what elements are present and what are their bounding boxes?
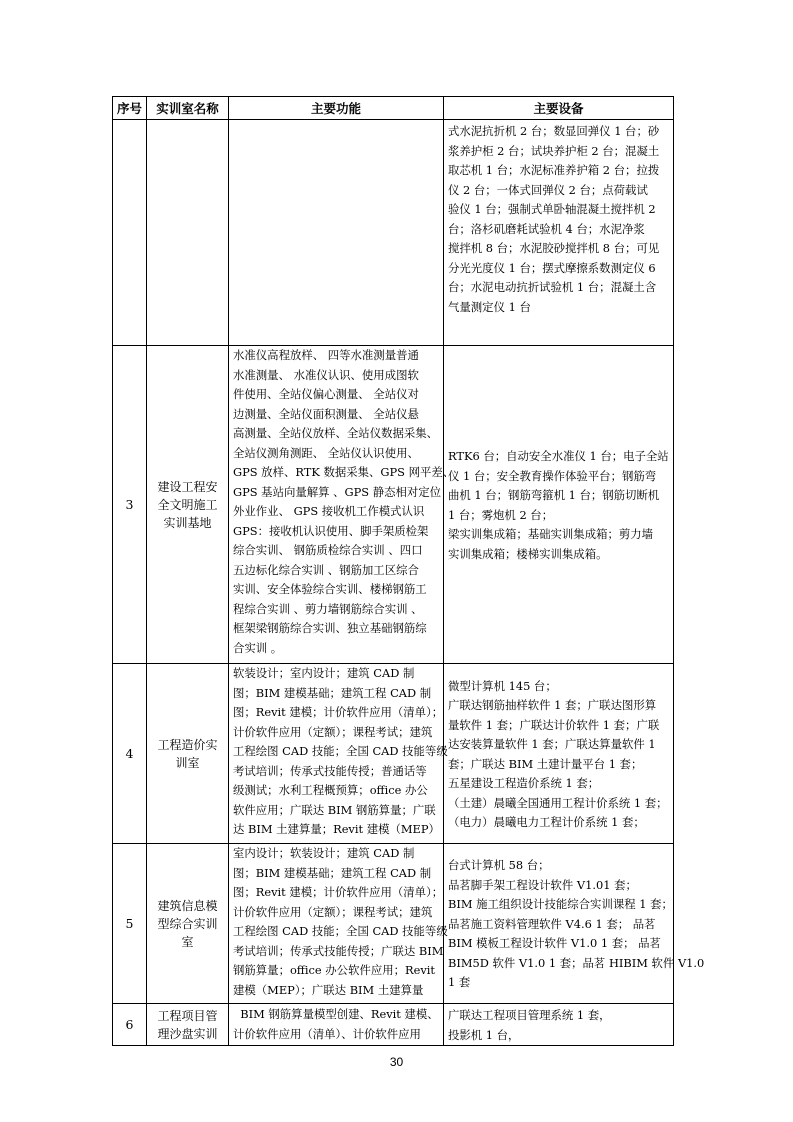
equip-line: 台式计算机 58 台； [448,858,550,873]
row-room-name [147,844,229,1004]
row-equipment [444,844,705,1004]
page-number: 30 [389,1055,404,1069]
row-room-name [147,346,229,664]
func-line: 钢筋算量；office 办公软件应用；Revit [233,963,435,977]
name-line: 理沙盘实训 [157,1026,218,1041]
func-line: 考试培训；传承式技能传授；普通话等 [233,763,427,778]
func-line: BIM 钢筋算量模型创建、Revit 建模、 [233,1007,439,1021]
row-room-name [147,664,229,844]
equip-line: 五星建设工程造价系统 1 套； [448,776,600,790]
func-line: 考试培训；传承式技能传授；广联达 BIM [233,943,444,958]
func-line: 水准测量、 水准仪认识、使用成图软 [233,367,419,382]
func-line: GPS 放样、RTK 数据采集、GPS 网平差、 [233,465,455,479]
equip-line: BIM 模板工程设计软件 V1.0 1 套； 品茗 [448,936,661,951]
row-function [229,120,444,346]
func-line: 框架梁钢筋综合实训、独立基础钢筋综 [233,621,427,635]
row-room-name [147,120,229,346]
row-function [229,664,448,844]
func-line: 水准仪高程放样、 四等水准测量普通 [233,348,419,362]
equip-line: RTK6 台；自动安全水准仪 1 台；电子全站 [448,449,669,463]
name-line: 工程项目管 [157,1008,218,1023]
equip-line: 浆养护柜 2 台；试块养护柜 2 台；混凝土 [448,143,660,158]
func-line: 合实训 。 [233,640,283,655]
equip-line: 搅拌机 8 台；水泥胶砂搅拌机 8 台；可见 [448,241,660,255]
table-row [113,1004,674,1046]
name-line: 全文明施工 [157,497,218,512]
func-line: 计价软件应用（清单）、计价软件应用 [233,1026,421,1041]
func-line: 件使用、全站仪偏心测量、 全站仪对 [233,387,419,401]
equip-line: BIM5D 软件 V1.0 1 套；品茗 HIBIM 软件 V1.0 [448,955,705,970]
equip-line: 投影机 1 台， [448,1027,520,1042]
func-line: 图；BIM 建模基础；建筑工程 CAD 制 [233,685,432,700]
header-room-name: 实训室名称 [147,97,229,120]
func-line: 级测试；水利工程概预算；office 办公 [233,783,428,797]
table-row [113,664,674,844]
name-line: 实训基地 [163,515,212,530]
func-line: 高测量、全站仪放样、全站仪数据采集、 [233,426,439,440]
func-line: 计价软件应用（定额）；课程考试；建筑 [233,904,433,919]
equip-line: 量软件 1 套；广联达计价软件 1 套；广联 [448,717,660,732]
header-main-function: 主要功能 [229,97,444,120]
row-function [229,1004,444,1046]
func-line: 外业作业、 GPS 接收机工作模式认识 [233,504,425,518]
table-row [113,844,674,1004]
equip-line: 气量测定仪 1 台 [448,299,531,314]
name-line: 建设工程安 [157,479,218,494]
equip-line: 实训集成箱；楼梯实训集成箱。 [448,546,608,561]
func-line: 五边标化综合实训 、钢筋加工区综合 [233,562,419,577]
func-line: 图；Revit 建模；计价软件应用（清单）； [233,705,444,719]
func-line: 室内设计；软装设计；建筑 CAD 制 [233,846,415,860]
func-line: 软装设计；室内设计；建筑 CAD 制 [233,666,415,680]
equip-line: 台；洛杉矶磨耗试验机 4 台；水泥净浆 [448,221,645,236]
name-line: 室 [181,934,194,949]
name-line: 建筑信息模 [157,898,218,913]
func-line: 工程绘图 CAD 技能；全国 CAD 技能等级 [233,924,448,938]
equip-line: 达安装算量软件 1 套；广联达算量软件 1 [448,737,656,751]
row-seq: 6 [113,1004,147,1046]
header-seq: 序号 [113,97,147,120]
row-equipment [444,664,674,844]
equip-line: 验仪 1 台；强制式单卧轴混凝土搅拌机 2 [448,202,656,216]
table-row [113,346,674,664]
header-main-equipment: 主要设备 [444,97,674,120]
row-seq [113,120,147,346]
row-function [229,346,455,664]
func-line: GPS 基站向量解算 、GPS 静态相对定位 [233,484,442,499]
func-line: 图；Revit 建模；计价软件应用（清单）； [233,885,444,899]
func-line: GPS：接收机认识使用、脚手架质检架 [233,523,429,538]
func-line: 达 BIM 土建算量；Revit 建模（MEP） [233,822,440,836]
func-line: 软件应用；广联达 BIM 钢筋算量；广联 [233,802,436,817]
row-seq: 3 [113,346,147,664]
func-line: 程综合实训 、剪力墙钢筋综合实训 、 [233,601,423,616]
equip-line: 台；水泥电动抗折试验机 1 台；混凝土含 [448,280,657,294]
equip-line: 分光光度仪 1 台；摆式摩擦系数测定仪 6 [448,260,656,275]
equip-line: 品茗施工资料管理软件 V4.6 1 套； 品茗 [448,916,656,931]
row-equipment [444,1004,674,1046]
func-line: 全站仪测角测距、 全站仪认识使用、 [233,445,419,460]
equip-line: 式水泥抗折机 2 台；数显回弹仪 1 台；砂 [448,124,660,138]
equip-line: 品茗脚手架工程设计软件 V1.01 套； [448,877,637,892]
row-seq: 4 [113,664,147,844]
name-line: 工程造价实 [157,737,218,752]
equip-line: 曲机 1 台；钢筋弯箍机 1 台；钢筋切断机 [448,488,660,502]
row-room-name [147,1004,229,1046]
row-equipment [444,120,674,346]
equip-line: 广联达钢筋抽样软件 1 套；广联达图形算 [448,698,657,712]
equip-line: BIM 施工组织设计技能综合实训课程 1 套； [448,897,673,912]
row-seq: 5 [113,844,147,1004]
equip-line: 仪 1 台；安全教育操作体验平台；钢筋弯 [448,468,657,483]
func-line: 图；BIM 建模基础；建筑工程 CAD 制 [233,865,432,880]
equip-line: （土建）晨曦全国通用工程计价系统 1 套； [448,795,668,810]
func-line: 工程绘图 CAD 技能；全国 CAD 技能等级 [233,744,448,758]
row-function [229,844,448,1004]
name-line: 训室 [175,755,200,770]
equip-line: 套；广联达 BIM 土建计量平台 1 套； [448,756,643,771]
func-line: 实训、安全体验综合实训、楼梯钢筋工 [233,582,427,596]
equip-line: 取芯机 1 台；水泥标准养护箱 2 台；拉拨 [448,163,660,177]
equip-line: 微型计算机 145 台； [448,678,557,693]
func-line: 边测量、全站仪面积测量、 全站仪悬 [233,406,419,421]
func-line: 综合实训、 钢筋质检综合实训 、四口 [233,543,423,557]
equip-line: 梁实训集成箱；基础实训集成箱；剪力墙 [448,527,654,541]
row-equipment [444,346,674,664]
equipment-table [112,96,705,1046]
name-line: 型综合实训 [157,916,218,931]
func-line: 计价软件应用（定额）；课程考试；建筑 [233,724,433,739]
table-row [113,120,674,346]
equip-line: （电力）晨曦电力工程计价系统 1 套； [448,815,645,829]
equip-line: 1 台；雾炮机 2 台； [448,507,554,522]
equip-line: 仪 2 台；一体式回弹仪 2 台；点荷载试 [448,182,648,197]
table-header-row [113,97,674,120]
equip-line: 1 套 [448,975,471,990]
func-line: 建模（MEP）；广联达 BIM 土建算量 [233,982,424,997]
equip-line: 广联达工程项目管理系统 1 套， [448,1008,611,1022]
